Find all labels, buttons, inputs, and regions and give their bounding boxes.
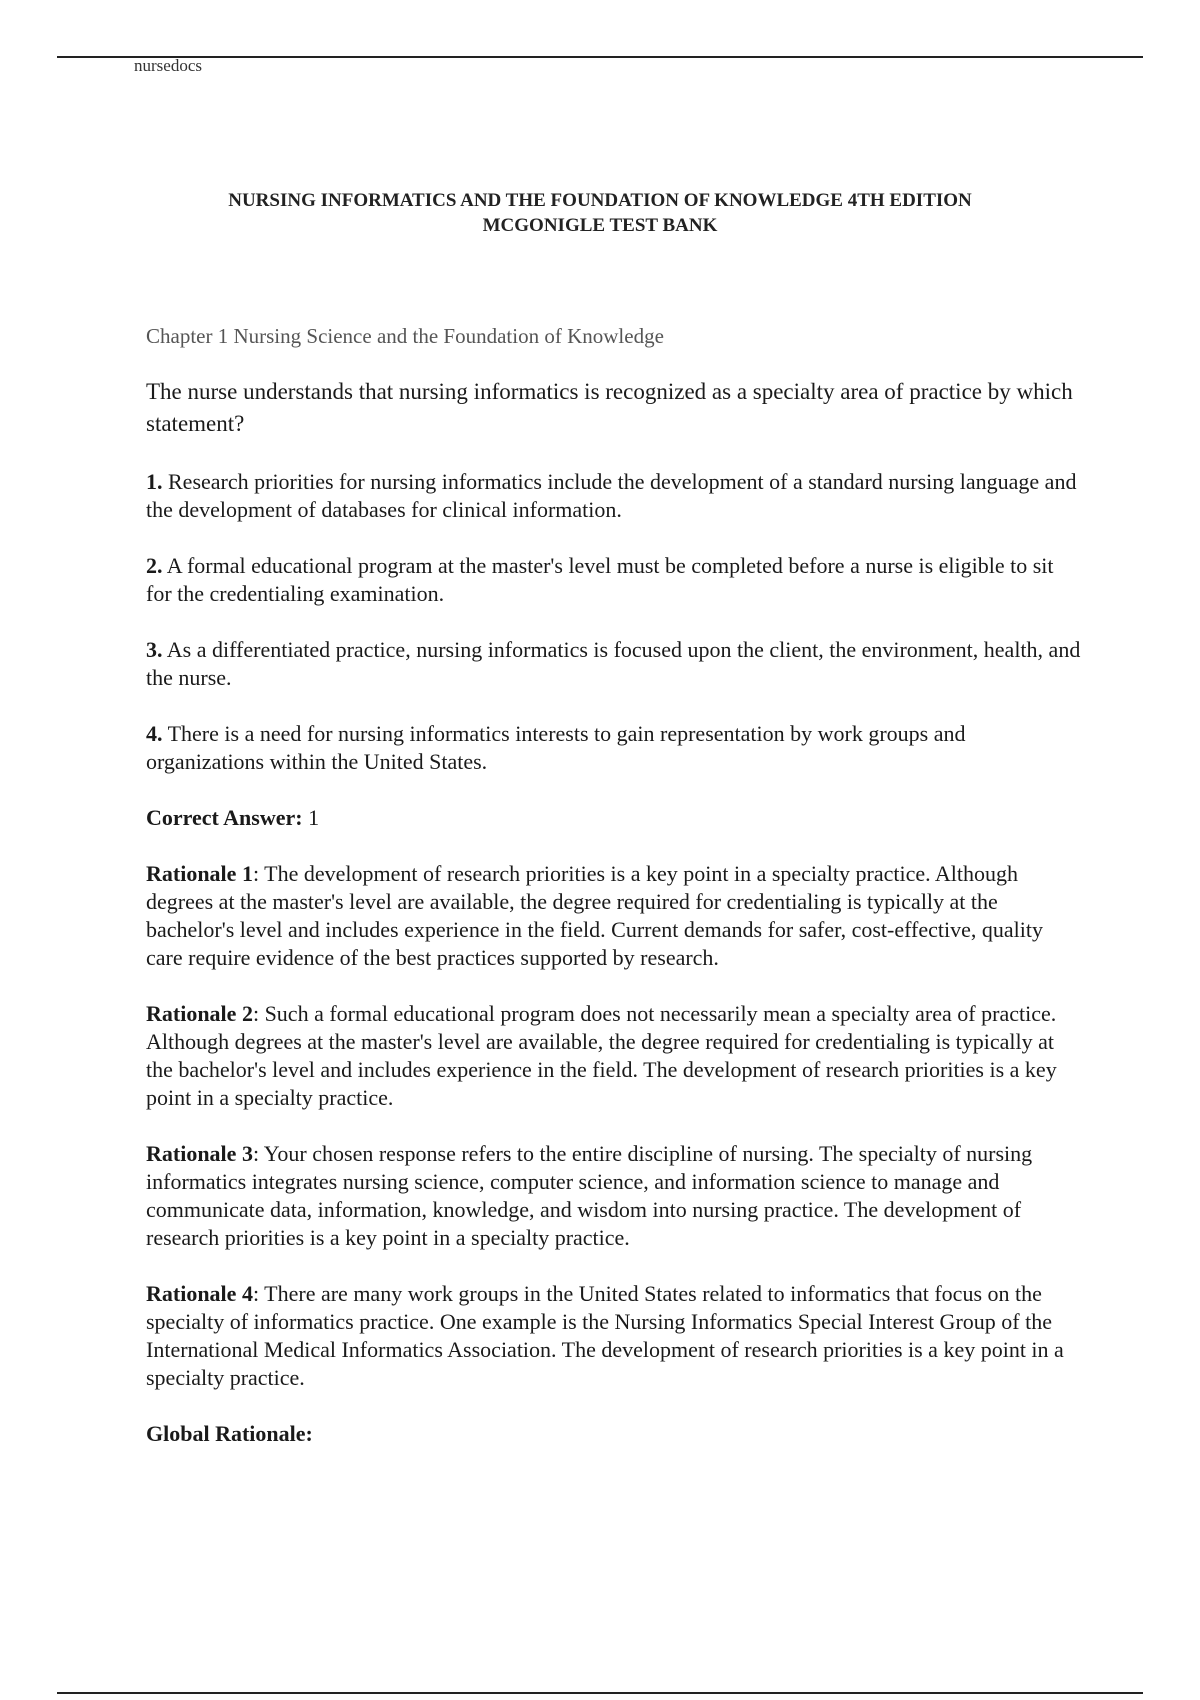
bottom-rule bbox=[57, 1692, 1143, 1694]
rationale-text: : There are many work groups in the United States related to informatics that focus on the specialty of informatics practice. One example is the Nursing Informatics Special Interest Group of the International Medical Informatics Association. The development of research priorities is a key point in a specialty practice. bbox=[146, 1281, 1064, 1390]
document-title-line-1: NURSING INFORMATICS AND THE FOUNDATION OF KNOWLEDGE 4TH EDITION bbox=[228, 190, 972, 211]
global-rationale bbox=[146, 1420, 1081, 1448]
rationale-label: Rationale 4 bbox=[146, 1281, 253, 1306]
answer-option-3 bbox=[146, 636, 1081, 692]
option-number: 4. bbox=[146, 721, 163, 746]
answer-option-4 bbox=[146, 720, 1081, 776]
option-text: Research priorities for nursing informatics include the development of a standard nursing language and the development of databases for clinical information. bbox=[146, 469, 1077, 522]
correct-answer-label: Correct Answer: bbox=[146, 805, 303, 830]
rationale-2 bbox=[146, 1000, 1081, 1112]
rationale-text: : The development of research priorities is a key point in a specialty practice. Although degrees at the master's level are available, the degree required for credentialing is typically at the bachelor's level and includes experience in the field. Current demands for safer, cost-effective, quality care require evidence of the best practices supported by research. bbox=[146, 861, 1043, 970]
rationale-text: : Your chosen response refers to the entire discipline of nursing. The specialty of nursing informatics integrates nursing science, computer science, and information science to manage and communicate data, information, knowledge, and wisdom into nursing practice. The development of research priorities is a key point in a specialty practice. bbox=[146, 1141, 1033, 1250]
answer-option-1 bbox=[146, 468, 1081, 524]
document-title-line-2: MCGONIGLE TEST BANK bbox=[482, 215, 718, 236]
chapter-heading: Chapter 1 Nursing Science and the Foundation of Knowledge bbox=[146, 324, 664, 348]
option-number: 1. bbox=[146, 469, 163, 494]
global-rationale-label: Global Rationale: bbox=[146, 1421, 313, 1446]
header-site-label: nursedocs bbox=[134, 56, 202, 75]
answer-option-2 bbox=[146, 552, 1081, 608]
correct-answer bbox=[146, 804, 1081, 832]
rationale-label: Rationale 3 bbox=[146, 1141, 253, 1166]
rationale-label: Rationale 1 bbox=[146, 861, 253, 886]
document-title bbox=[100, 188, 1100, 238]
question-stem: The nurse understands that nursing informatics is recognized as a specialty area of practice by which statement? bbox=[146, 379, 1073, 436]
top-rule bbox=[57, 56, 1143, 58]
option-text: As a differentiated practice, nursing informatics is focused upon the client, the environment, health, and the nurse. bbox=[146, 637, 1081, 690]
option-number: 2. bbox=[146, 553, 163, 578]
option-text: There is a need for nursing informatics interests to gain representation by work groups and organizations within the United States. bbox=[146, 721, 966, 774]
rationale-3 bbox=[146, 1140, 1081, 1252]
option-text: A formal educational program at the master's level must be completed before a nurse is eligible to sit for the credentialing examination. bbox=[146, 553, 1054, 606]
option-number: 3. bbox=[146, 637, 163, 662]
rationale-4 bbox=[146, 1280, 1081, 1392]
rationale-label: Rationale 2 bbox=[146, 1001, 253, 1026]
correct-answer-value: 1 bbox=[302, 805, 320, 830]
document-body bbox=[146, 322, 1081, 1476]
rationale-text: : Such a formal educational program does not necessarily mean a specialty area of practice. Although degrees at the master's level are available, the degree required for credentialing is typically at the bachelor's level and includes experience in the field. The development of research priorities is a key point in a specialty practice. bbox=[146, 1001, 1057, 1110]
rationale-1 bbox=[146, 860, 1081, 972]
